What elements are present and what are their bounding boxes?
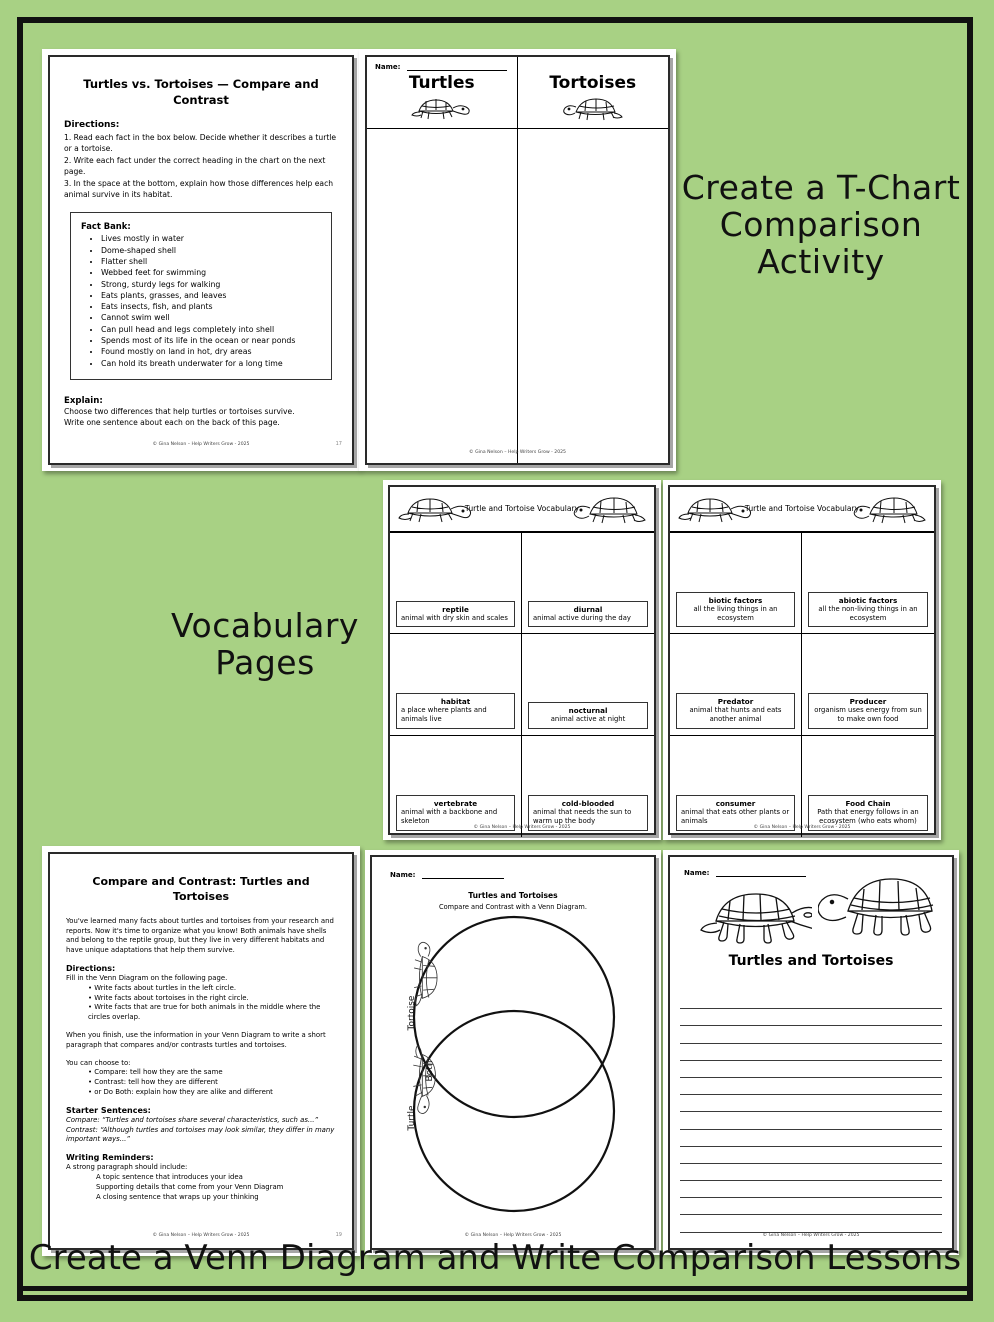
- fact-item: • Flatter shell: [101, 256, 321, 267]
- vocab-definition: organism uses energy from sun to make own food: [814, 706, 922, 723]
- tchart-left-header: [367, 57, 517, 129]
- writing-line[interactable]: [680, 1164, 942, 1181]
- directions-step: 3. In the space at the bottom, explain how those differences help each animal survive in its habitat.: [64, 178, 334, 199]
- vocab-card[interactable]: [396, 693, 515, 729]
- banner-divider: [23, 1286, 967, 1291]
- vocab1-header: [390, 487, 654, 533]
- writing-line[interactable]: [680, 1009, 942, 1026]
- explain-heading: Explain:: [64, 395, 103, 406]
- vocab-card[interactable]: [676, 592, 795, 628]
- explain-line: Choose two differences that help turtles or tortoises survive.: [64, 406, 295, 416]
- starter-heading: Starter Sentences:: [66, 1105, 151, 1115]
- vocab-term: vertebrate: [433, 799, 478, 809]
- tchart-left-heading: Turtles: [408, 73, 475, 93]
- turtle-icon: [396, 493, 474, 525]
- fact-item: • Can hold its breath underwater for a long time: [101, 358, 321, 369]
- vocab-term: abiotic factors: [838, 595, 898, 605]
- vocab-cell: [802, 736, 934, 837]
- choose-heading: You can choose to:: [66, 1058, 131, 1067]
- venn-label-turtle: Turtle: [407, 1105, 417, 1131]
- vocab-cell: [390, 634, 522, 735]
- directions-step: 2. Write each fact under the correct heading in the chart on the next page.: [64, 155, 326, 177]
- vocab-cell: [522, 533, 654, 634]
- fact-item: • Eats plants, grasses, and leaves: [101, 290, 321, 301]
- tchart-callout-text: Create a T-Chart Comparison Activity: [681, 168, 961, 281]
- page-number: 19: [335, 1232, 342, 1238]
- fact-item: • Webbed feet for swimming: [101, 267, 321, 278]
- choose-bullets: [66, 1068, 336, 1097]
- name-label: Name:: [390, 871, 416, 879]
- venn-subtitle: Compare and Contrast with a Venn Diagram.: [439, 903, 587, 911]
- vocab-cell: [390, 533, 522, 634]
- vocab-card[interactable]: [396, 601, 515, 628]
- venn-diagram[interactable]: [380, 913, 648, 1218]
- vocab-definition: all the living things in an ecosystem: [693, 604, 778, 622]
- directions-heading: Directions:: [66, 963, 116, 973]
- vocab-term: Producer: [849, 697, 887, 706]
- vocab-card[interactable]: [528, 601, 648, 628]
- copyright-footer: © Gina Nelson – Help Writers Grow - 2025: [473, 825, 571, 830]
- tchart-right-header: [518, 57, 669, 129]
- tchart-worksheet-page[interactable]: [365, 55, 670, 465]
- tchart-right-column: [518, 57, 669, 463]
- reminder-item: A closing sentence that wraps up your thinking: [96, 1192, 259, 1201]
- tchart-right-heading: Tortoises: [549, 73, 637, 93]
- page-title: Compare and Contrast: Turtles and Tortoises: [92, 875, 310, 904]
- vocab-definition: animal active at night: [550, 714, 626, 723]
- choose-bullet: • Compare: tell how they are the same: [88, 1068, 336, 1078]
- name-input-line[interactable]: [407, 70, 507, 71]
- vocab-definition: animal that hunts and eats another animal: [689, 706, 782, 723]
- vocab-cell: [390, 736, 522, 837]
- vocab-cell: [670, 533, 802, 634]
- vocab2-grid: [670, 533, 934, 837]
- name-label: Name:: [684, 869, 710, 877]
- copyright-footer: © Gina Nelson – Help Writers Grow - 2025: [152, 1233, 250, 1238]
- writing-line[interactable]: [680, 992, 942, 1009]
- page-number: 17: [335, 441, 342, 447]
- tchart-left-column: [367, 57, 518, 463]
- writing-line[interactable]: [680, 1198, 942, 1215]
- name-input-line[interactable]: [422, 878, 504, 879]
- fact-item: • Dome-shaped shell: [101, 245, 321, 256]
- vocab-definition: a place where plants and animals live: [401, 706, 487, 723]
- starter-sentence: Compare: “Turtles and tortoises share several characteristics, such as...”: [66, 1115, 319, 1124]
- writing-line[interactable]: [680, 1147, 942, 1164]
- writing-line[interactable]: [680, 1130, 942, 1147]
- vocab1-grid: [390, 533, 654, 837]
- vocab-term: nocturnal: [568, 705, 608, 715]
- vocab1-title: Turtle and Tortoise Vocabulary: [464, 503, 580, 513]
- venn-circle-turtle: [414, 1011, 614, 1211]
- vocab-card[interactable]: [528, 702, 648, 729]
- writing-line[interactable]: [680, 1095, 942, 1112]
- writing-line[interactable]: [680, 1112, 942, 1129]
- copyright-footer: © Gina Nelson – Help Writers Grow - 2025: [152, 442, 250, 447]
- name-label: Name:: [375, 63, 401, 71]
- fact-item: • Found mostly on land in hot, dry areas: [101, 346, 321, 357]
- vocab-term: reptile: [442, 604, 469, 614]
- vocab-cell: [670, 736, 802, 837]
- directions-bullet: • Write facts about tortoises in the right circle.: [88, 994, 336, 1004]
- explain-line: Write one sentence about each on the back of this page.: [64, 417, 280, 427]
- vocabulary-callout-text: Vocabulary Pages: [171, 606, 359, 682]
- name-input-line[interactable]: [716, 876, 806, 877]
- page-title: Turtles and Tortoises: [728, 953, 894, 969]
- vocab-cell: [670, 634, 802, 735]
- fact-bank-box: [70, 212, 332, 380]
- reminders-heading: Writing Reminders:: [66, 1153, 154, 1163]
- starter-sentence: Contrast: “Although turtles and tortoises may look similar, they differ in many important ways...”: [66, 1125, 335, 1144]
- page-title: Turtles vs. Tortoises — Compare and Contrast: [83, 77, 319, 107]
- fact-item: • Eats insects, fish, and plants: [101, 301, 321, 312]
- turtle-icon: [700, 883, 812, 945]
- vocab-term: habitat: [440, 697, 471, 706]
- vocab-definition: animal that eats other plants or animals: [681, 808, 790, 826]
- tortoise-icon: [414, 942, 437, 1005]
- fact-item: • Spends most of its life in the ocean or near ponds: [101, 335, 321, 346]
- vocab2-title: Turtle and Tortoise Vocabulary: [744, 503, 860, 513]
- choose-bullet: • or Do Both: explain how they are alike and different: [88, 1088, 336, 1098]
- tortoise-icon: [560, 95, 626, 121]
- copyright-footer: © Gina Nelson – Help Writers Grow - 2025: [753, 825, 851, 830]
- vocab-card[interactable]: [676, 693, 795, 729]
- venn-label-both: Both: [425, 1060, 435, 1082]
- writing-line[interactable]: [680, 1078, 942, 1095]
- copyright-footer: © Gina Nelson – Help Writers Grow - 2025: [464, 1233, 562, 1238]
- vocab-term: consumer: [715, 799, 756, 809]
- vocab-term: Food Chain: [845, 799, 891, 809]
- vocab-term: Predator: [717, 697, 754, 706]
- venn-label-tortoise: Tortoise: [407, 995, 417, 1031]
- vocab-definition: Path that energy follows in an ecosystem (who eats whom): [817, 808, 919, 826]
- reminder-item: Supporting details that come from your Venn Diagram: [96, 1182, 284, 1191]
- tortoise-icon: [570, 493, 648, 525]
- intro-paragraph: You've learned many facts about turtles and tortoises from your research and reports. Now it's time to organize what you know! Both animals have shells and belong to the reptile group, but they live in very different habitats and have unique adaptations that help them survive.: [66, 916, 334, 955]
- directions-heading: Directions:: [64, 120, 120, 131]
- choose-bullet: • Contrast: tell how they are different: [88, 1078, 336, 1088]
- vocabulary-page-1[interactable]: [388, 485, 656, 835]
- tortoise-icon: [818, 871, 938, 943]
- venn-diagram-page[interactable]: [370, 855, 656, 1250]
- fact-item: • Cannot swim well: [101, 312, 321, 323]
- reminders-intro: A strong paragraph should include:: [66, 1163, 188, 1172]
- directions-bullet: • Write facts that are true for both animals in the middle where the circles overlap.: [88, 1003, 336, 1023]
- bottom-banner-text: Create a Venn Diagram and Write Comparison Lessons: [28, 1238, 962, 1278]
- directions-step: 1. Read each fact in the box below. Decide whether it describes a turtle or a tortoise.: [64, 133, 337, 154]
- vocab-definition: animal with a backbone and skeleton: [401, 808, 498, 826]
- writing-line[interactable]: [680, 1181, 942, 1198]
- writing-line[interactable]: [680, 1215, 942, 1232]
- vocab-cell: [802, 533, 934, 634]
- writing-line[interactable]: [680, 1026, 942, 1043]
- compare-instructions-page[interactable]: [48, 852, 354, 1250]
- vocab-definition: all the non-living things in an ecosystem: [818, 604, 918, 622]
- turtle-icon: [409, 95, 475, 121]
- fact-bank-heading: Fact Bank:: [81, 221, 131, 232]
- writing-lines[interactable]: [680, 992, 942, 1233]
- tortoise-icon: [850, 493, 928, 525]
- copyright-footer: © Gina Nelson – Help Writers Grow - 2025: [762, 1233, 860, 1238]
- vocabulary-page-2[interactable]: [668, 485, 936, 835]
- directions-worksheet-page[interactable]: [48, 55, 354, 465]
- directions-bullets: [66, 984, 336, 1023]
- vocab-cell: [522, 634, 654, 735]
- directions-bullet: • Write facts about turtles in the left circle.: [88, 984, 336, 994]
- copyright-footer: © Gina Nelson – Help Writers Grow - 2025: [469, 450, 566, 455]
- directions-intro: Fill in the Venn Diagram on the following page.: [66, 973, 228, 982]
- fact-item: • Lives mostly in water: [101, 233, 321, 244]
- vocab-definition: animal active during the day: [533, 613, 631, 622]
- fact-bank-list: [81, 233, 321, 369]
- turtle-icon: [676, 493, 754, 525]
- vocab-term: diurnal: [573, 604, 603, 614]
- venn-title: Turtles and Tortoises: [468, 891, 558, 900]
- directions-steps: [64, 132, 338, 200]
- finish-note: When you finish, use the information in your Venn Diagram to write a short paragraph that compares and/or contrasts turtles and tortoises.: [66, 1030, 326, 1049]
- vocab-cell: [522, 736, 654, 837]
- writing-line[interactable]: [680, 1061, 942, 1078]
- vocab-cell: [802, 634, 934, 735]
- vocab-definition: animal with dry skin and scales: [401, 613, 508, 622]
- reminders-list: [66, 1173, 336, 1202]
- fact-item: • Can pull head and legs completely into shell: [101, 324, 321, 335]
- reminder-item: A topic sentence that introduces your idea: [96, 1172, 243, 1181]
- writing-lines-page[interactable]: [668, 855, 954, 1250]
- fact-item: • Strong, sturdy legs for walking: [101, 279, 321, 290]
- vocab-term: biotic factors: [708, 595, 763, 605]
- vocab-term: cold-blooded: [561, 799, 615, 809]
- venn-circle-tortoise: [414, 917, 614, 1117]
- vocab-card[interactable]: [808, 693, 928, 729]
- vocab-card[interactable]: [808, 592, 928, 628]
- vocab2-header: [670, 487, 934, 533]
- vocab-definition: animal that needs the sun to warm up the body: [533, 808, 632, 826]
- writing-line[interactable]: [680, 1044, 942, 1061]
